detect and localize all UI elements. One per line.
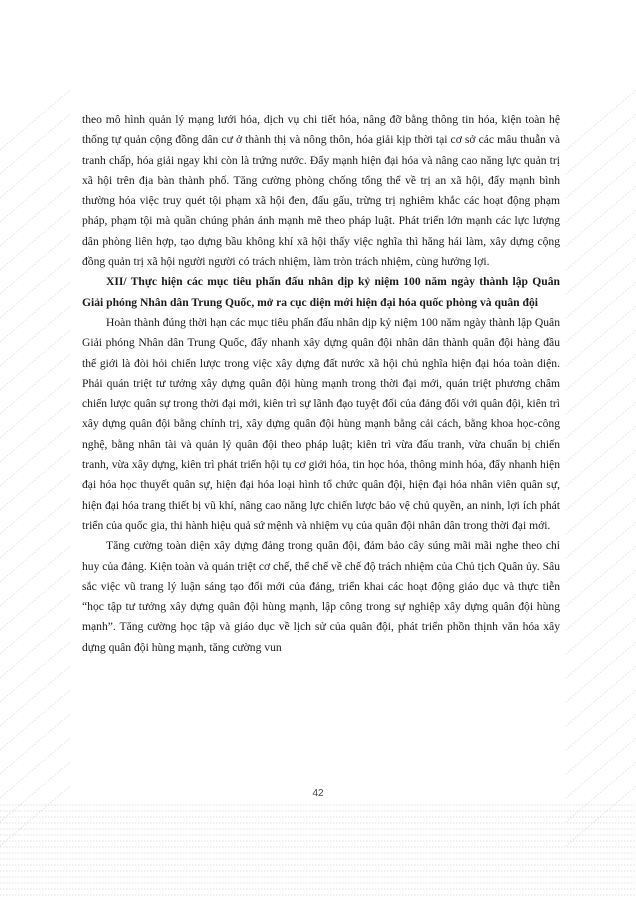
section-heading: XII/ Thực hiện các mục tiêu phấn đấu nhân dịp kỷ niệm 100 năm ngày thành lập Quân Giải phóng Nhân dân Trung Quốc, mở ra cục diện mới hiện đại hóa quốc phòng và quân đội [82,275,560,309]
background-line [0,474,70,534]
background-line [566,618,636,678]
background-line [0,498,70,558]
background-line [566,474,636,534]
background-line [566,426,636,486]
paragraph-body: Hoàn thành đúng thời hạn các mục tiêu phấn đấu nhân dịp kỷ niệm 100 năm ngày thành lập Quân Giải phóng Nhân dân Trung Quốc, đẩy nhanh xây dựng quân đội nhân dân thành quân đội hàng đầu thế giới là đòi hỏi chiến lược trong việc xây dựng đất nước xã hội chủ nghĩa hiện đại hóa toàn diện. Phải quán triệt tư tưởng xây dựng quân đội hùng mạnh trong thời đại mới, quán triệt phương châm chiến lược quân sự trong thời đại mới, kiên trì sự lãnh đạo tuyệt đối của đảng đối với quân đội, kiên trì xây dựng quân đội bằng chính trị, xây dựng quân đội hùng mạnh bằng cải cách, bằng khoa học-công nghệ, bằng nhân tài và quản lý quân đội theo pháp luật; kiên trì vừa đấu tranh, vừa chuẩn bị chiến tranh, vừa xây dựng, kiên trì phát triển hội tụ cơ giới hóa, tin học hóa, thông minh hóa, đẩy nhanh hiện đại hóa học thuyết quân sự, hiện đại hóa loại hình tổ chức quân đội, hiện đại hóa nhân viên quân sự, hiện đại hóa trang thiết bị vũ khí, nâng cao năng lực chiến lược bảo vệ chủ quyền, an ninh, lợi ích phát triển của quốc gia, thi hành hiệu quả sứ mệnh và nhiệm vụ của quân đội nhân dân trong thời đại mới. [82,315,560,532]
background-line [566,162,636,222]
background-line [0,426,70,486]
background-line [566,114,636,174]
background-line [0,546,70,606]
background-line [0,690,70,750]
background-line [0,186,70,246]
background-line [566,570,636,630]
background-line [566,498,636,558]
background-line [0,522,70,582]
background-line [0,330,70,390]
background-line [566,642,636,702]
background-line [566,450,636,510]
background-line [0,210,70,270]
background-line [566,330,636,390]
background-line [0,402,70,462]
background-line [0,282,70,342]
background-line [566,282,636,342]
background-line [0,378,70,438]
background-line [566,666,636,726]
background-line [566,354,636,414]
background-line [0,642,70,702]
background-line [0,714,70,774]
background-line [0,114,70,174]
background-line [566,138,636,198]
background-line [566,522,636,582]
background-line [566,546,636,606]
background-line [566,594,636,654]
background-line [566,306,636,366]
background-line [0,594,70,654]
background-line [566,258,636,318]
background-line [566,234,636,294]
background-line [0,234,70,294]
page-number: 42 [312,788,324,799]
background-line [0,666,70,726]
background-line [0,450,70,510]
background-line [0,138,70,198]
background-line [0,570,70,630]
background-line [566,186,636,246]
background-line [566,210,636,270]
background-line [0,618,70,678]
background-line [0,258,70,318]
background-line [0,306,70,366]
background-line [566,90,636,150]
paragraph-continuation: theo mô hình quản lý mạng lưới hóa, dịch vụ chi tiết hóa, nâng đỡ bằng thông tin hóa, kiện toàn hệ thống tự quản cộng đồng dân cư ở thành thị và nông thôn, hóa giải kịp thời tại cơ sở các mâu thuẫn và tranh chấp, hóa giải ngay khi còn là trứng nước. Đẩy mạnh hiện đại hóa và nâng cao năng lực quản trị xã hội trên địa bàn thành phố. Tăng cường phòng chống tổng thể về trị an xã hội, đẩy mạnh bình thường hóa việc truy quét tội phạm xã hội đen, đấu gấu, trừng trị nghiêm khắc các hoạt động phạm pháp, phạm tội mà quần chúng phản ánh mạnh mẽ theo pháp luật. Phát triển lớn mạnh các lực lượng dân phòng liên hợp, tạo dựng bầu không khí xã hội thấy việc nghĩa thì hăng hái làm, xây dựng cộng đồng quản trị xã hội người người có trách nhiệm, làm tròn trách nhiệm, cùng hưởng lợi. [82,113,560,269]
background-line [0,354,70,414]
paragraph-body: Tăng cường toàn diện xây dựng đảng trong quân đội, đảm bảo cây súng mãi mãi nghe theo chỉ huy của đảng. Kiện toàn và quán triệt cơ chế, thể chế về chế độ trách nhiệm của Chủ tịch Quân ủy. Sâu sắc việc vũ trang lý luận sáng tạo đổi mới của đảng, triển khai các hoạt động giáo dục và thực tiễn “học tập tư tưởng xây dựng quân đội hùng mạnh, lập công trong sự nghiệp xây dựng quân đội hùng mạnh”. Tăng cường học tập và giáo dục về lịch sử của quân đội, phát triển phồn thịnh văn hóa xây dựng quân đội hùng mạnh, tăng cường vun [82,539,560,654]
background-line [0,162,70,222]
document-page [82,110,560,658]
background-line [566,378,636,438]
background-line [566,690,636,750]
background-line [566,402,636,462]
background-line [0,90,70,150]
background-line [566,714,636,774]
